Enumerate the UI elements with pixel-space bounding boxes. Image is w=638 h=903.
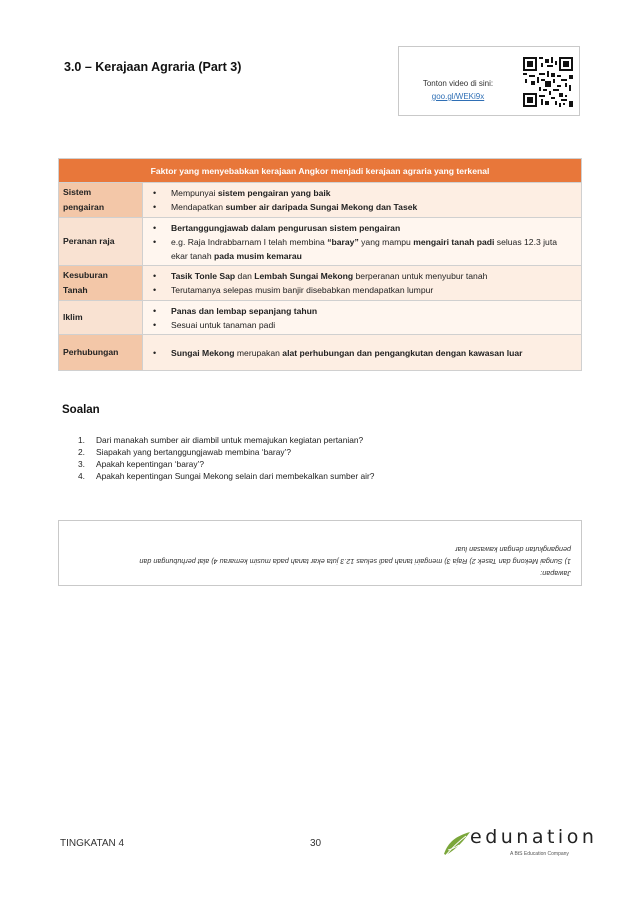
question-text: Apakah kepentingan ‘baray’?: [96, 459, 205, 469]
list-item: [78, 470, 374, 482]
bullet-text: Sesuai untuk tanaman padi: [171, 319, 276, 330]
row-label-line: Tanah: [63, 285, 88, 295]
video-text: [403, 77, 513, 103]
bullet-text: Mempunyai: [171, 188, 218, 198]
bullet-text: e.g. Raja Indrabbarnam I telah membina: [171, 236, 328, 247]
row-label-line: Peranan raja: [63, 236, 115, 246]
bullet-text: dan: [235, 271, 255, 281]
bullet-text: seluas 12.3 juta ekar tanah: [171, 236, 557, 261]
question-number: 3.: [78, 459, 85, 469]
question-number: 1.: [78, 435, 85, 445]
bullet-item: [151, 346, 575, 360]
bullet-text-bold: mengairi tanah padi: [413, 236, 495, 247]
questions-list: [78, 434, 374, 482]
logo-subtext: A BtS Education Company: [510, 851, 569, 857]
bullet-item: [151, 235, 575, 263]
bullet-text: merupakan: [234, 347, 283, 358]
questions-heading: Soalan: [62, 404, 100, 416]
leaf-logo-icon: [442, 828, 472, 858]
list-item: [78, 446, 374, 458]
table-row: [59, 266, 582, 301]
row-label-line: Sistem: [63, 187, 92, 197]
row-label-line: pengairan: [63, 202, 105, 212]
bullet-text: Terutamanya selepas musim banjir disebabkan mendapatkan lumpur: [171, 285, 434, 295]
bullet-text: yang mampu: [358, 236, 414, 247]
row-content: [143, 301, 582, 335]
table-row: [59, 218, 582, 266]
bullet-text-bold: sumber air daripada Sungai Mekong dan Tasek: [225, 202, 418, 212]
question-number: 2.: [78, 447, 85, 457]
video-callout: [398, 46, 580, 116]
row-content: [143, 335, 582, 371]
bullet-item: [151, 283, 575, 297]
bullet-text-bold: pada musim kemarau: [214, 250, 302, 261]
page-number: 30: [310, 838, 322, 849]
question-number: 4.: [78, 471, 85, 481]
row-label-line: Iklim: [63, 312, 83, 322]
question-text: Dari manakah sumber air diambil untuk memajukan kegiatan pertanian?: [96, 435, 364, 445]
page-title: 3.0 – Kerajaan Agraria (Part 3): [64, 60, 242, 74]
video-label: Tonton video di sini:: [422, 79, 494, 88]
bullet-text-bold: Sungai Mekong: [171, 347, 235, 358]
list-item: [78, 434, 374, 446]
bullet-text-bold: Lembah Sungai Mekong: [254, 271, 354, 281]
answer-line: pengangkutan dengan kawasan luar: [455, 545, 571, 554]
list-item: [78, 458, 374, 470]
answer-label: Jawapan:: [540, 569, 571, 578]
answer-line: 1) Sungai Mekong dan Tasek 2) Raja 3) mengairi tanah padi seluas 12.3 juta ekar tanah pada musim kemarau 4) alat perhubungan dan: [139, 557, 571, 566]
bullet-text-bold: alat perhubungan dan pengangkutan dengan kawasan luar: [282, 347, 523, 358]
table-row: [59, 301, 582, 335]
bullet-item: [151, 304, 575, 318]
table-heading: Faktor yang menyebabkan kerajaan Angkor menjadi kerajaan agraria yang terkenal: [59, 159, 582, 183]
bullet-text-bold: Tasik Tonle Sap: [171, 271, 236, 281]
row-label-line: Perhubungan: [63, 347, 119, 357]
bullet-text-bold: sistem pengairan yang baik: [217, 188, 331, 198]
bullet-item: [151, 269, 575, 283]
bullet-item: [151, 200, 575, 214]
answer-box: [58, 520, 582, 586]
footer-grade: TINGKATAN 4: [60, 838, 125, 849]
bullet-text-bold: “baray”: [327, 236, 359, 247]
bullet-item: [151, 186, 575, 200]
bullet-text: Mendapatkan: [171, 202, 226, 212]
row-content: [143, 218, 582, 266]
row-label: [59, 266, 143, 301]
edunation-logo: [442, 824, 598, 860]
bullet-item: [151, 318, 575, 332]
row-label: [59, 335, 143, 371]
row-label: [59, 301, 143, 335]
answer-upside-down: [59, 521, 581, 585]
factors-table: [58, 158, 582, 371]
table-row: [59, 335, 582, 371]
row-content: [143, 266, 582, 301]
row-label: [59, 183, 143, 218]
bullet-text-bold: Panas dan lembap sepanjang tahun: [171, 305, 318, 316]
video-link[interactable]: goo.gl/WEKi9x: [431, 92, 485, 101]
bullet-item: [151, 221, 575, 235]
row-label: [59, 218, 143, 266]
table-row: [59, 183, 582, 218]
qr-code-icon: [523, 52, 573, 112]
table-header-row: [59, 159, 582, 183]
bullet-text: berperanan untuk menyubur tanah: [353, 271, 488, 281]
row-content: [143, 183, 582, 218]
logo-text: edunation: [470, 826, 598, 848]
question-text: Siapakah yang bertanggungjawab membina ‘baray’?: [96, 447, 292, 457]
row-label-line: Kesuburan: [63, 270, 108, 280]
question-text: Apakah kepentingan Sungai Mekong selain dari membekalkan sumber air?: [96, 471, 375, 481]
bullet-text-bold: Bertanggungjawab dalam pengurusan sistem pengairan: [171, 222, 401, 233]
